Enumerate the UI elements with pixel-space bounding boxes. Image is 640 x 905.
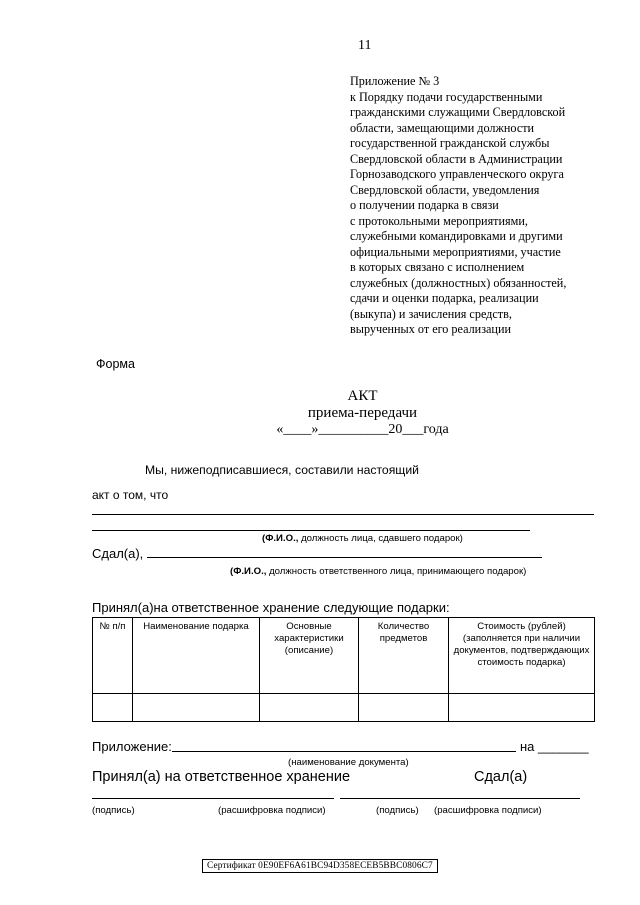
page-number: 11 <box>358 38 372 53</box>
intro-text: Мы, нижеподписавшиеся, составили настоящий <box>145 463 419 477</box>
handed-label: Сдал(а) <box>474 769 528 785</box>
intro-text-continued: акт о том, что <box>92 488 169 502</box>
certificate-stamp: Сертификат 0E90EF6A61BC94D358ECEB5BBC0806C7 <box>202 859 438 873</box>
signature-line <box>340 798 580 799</box>
fill-line <box>172 751 516 752</box>
appendix-line: к Порядку подачи государственными <box>350 89 543 104</box>
appendix-line: официальными мероприятиями, участие <box>350 244 561 259</box>
caption-rest: должность лица, сдавшего подарок) <box>298 533 463 544</box>
act-title: АКТ <box>347 388 378 404</box>
appendix-line: (выкупа) и зачисления средств, <box>350 306 512 321</box>
caption-bold: (Ф.И.О., <box>262 533 299 544</box>
caption-rest: должность ответственного лица, принимающего подарок) <box>266 566 527 577</box>
signature-caption: (подпись) <box>92 805 135 816</box>
appendix-line: Свердловской области в Администрации <box>350 151 563 166</box>
appendix-line: Приложение № 3 <box>350 74 440 88</box>
handed-over-label: Сдал(а), <box>92 546 144 561</box>
gifts-table <box>92 617 595 722</box>
receiver-caption <box>230 566 526 577</box>
fill-line <box>147 557 542 558</box>
column-header-number: № п/п <box>93 618 133 694</box>
appendix-line: служебными командировками и другими <box>350 229 563 243</box>
received-label: Принял(а) на ответственное хранение <box>92 769 351 785</box>
fill-line <box>92 514 594 515</box>
table-header-row <box>93 618 595 694</box>
appendix-line: Горнозаводского управленческого округа <box>350 167 564 181</box>
giver-caption <box>262 533 463 544</box>
document-name-caption: (наименование документа) <box>288 757 409 768</box>
act-subtitle: приема-передачи <box>307 405 418 421</box>
act-date-line: «____»__________20___года <box>276 422 449 437</box>
table-cell <box>93 694 133 722</box>
appendix-line: с протокольными мероприятиями, <box>350 213 528 228</box>
signature-decoding-caption: (расшифровка подписи) <box>434 805 542 816</box>
attachment-pages: на _______ <box>520 739 589 754</box>
appendix-line: служебных (должностных) обязанностей, <box>350 275 567 290</box>
table-cell <box>359 694 449 722</box>
signature-decoding-caption: (расшифровка подписи) <box>218 805 326 816</box>
signature-caption: (подпись) <box>376 805 419 816</box>
appendix-header <box>350 74 620 338</box>
column-header-name: Наименование подарка <box>133 618 260 694</box>
fill-line <box>92 530 530 531</box>
appendix-line: государственной гражданской службы <box>350 136 550 150</box>
appendix-line: сдачи и оценки подарка, реализации <box>350 291 539 305</box>
caption-bold: (Ф.И.О., <box>230 566 267 577</box>
appendix-line: вырученных от его реализации <box>350 322 511 336</box>
appendix-line: в которых связано с исполнением <box>350 260 525 274</box>
column-header-quantity: Количество предметов <box>359 618 449 694</box>
attachment-label: Приложение: <box>92 739 172 754</box>
table-cell <box>260 694 359 722</box>
table-row <box>93 694 595 722</box>
table-cell <box>449 694 595 722</box>
form-label: Форма <box>96 357 135 371</box>
table-cell <box>133 694 260 722</box>
signature-line <box>92 798 334 799</box>
appendix-line: Свердловской области, уведомления <box>350 182 540 197</box>
appendix-line: области, замещающими должности <box>350 120 535 135</box>
appendix-line: о получении подарка в связи <box>350 198 499 212</box>
appendix-line: гражданскими служащими Свердловской <box>350 105 566 119</box>
accepted-gifts-text: Принял(а)на ответственное хранение следующие подарки: <box>92 600 450 615</box>
column-header-description: Основные характеристики (описание) <box>260 618 359 694</box>
column-header-cost: Стоимость (рублей) (заполняется при наличии документов, подтверждающих стоимость подарка) <box>449 618 595 694</box>
